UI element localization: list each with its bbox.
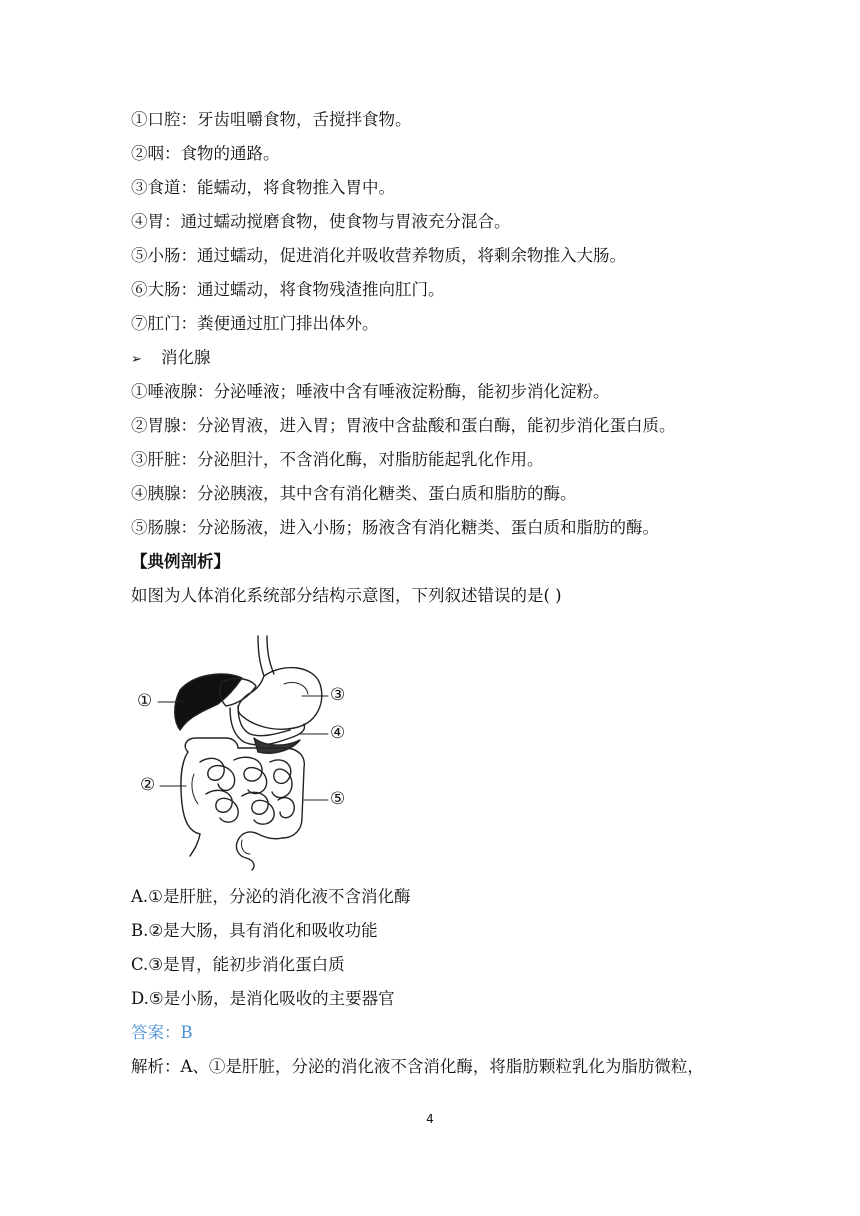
figure-label: ④ (330, 723, 346, 743)
figure-label: ① (137, 691, 153, 711)
glands-heading-text: 消化腺 (161, 348, 211, 367)
organ-line: ①口腔：牙齿咀嚼食物，舌搅拌食物。 (131, 110, 412, 129)
organ-line: ③食道：能蠕动，将食物推入胃中。 (131, 178, 395, 197)
organ-line: ⑥大肠：通过蠕动，将食物残渣推向肛门。 (131, 280, 445, 299)
gland-line: ⑤肠腺：分泌肠液，进入小肠；肠液含有消化糖类、蛋白质和脂肪的酶。 (131, 518, 659, 537)
digestive-system-figure (134, 634, 356, 872)
question-text: 如图为人体消化系统部分结构示意图，下列叙述错误的是( ) (131, 586, 562, 605)
option-c: C.③是胃，能初步消化蛋白质 (131, 955, 345, 974)
organ-line: ④胃：通过蠕动搅磨食物，使食物与胃液充分混合。 (131, 212, 511, 231)
arrow-bullet-icon: ➢ (131, 352, 142, 367)
gland-line: ④胰腺：分泌胰液，其中含有消化糖类、蛋白质和脂肪的酶。 (131, 484, 577, 503)
gland-line: ③肝脏：分泌胆汁，不含消化酶，对脂肪能起乳化作用。 (131, 450, 544, 469)
option-d: D.⑤是小肠，是消化吸收的主要器官 (131, 989, 395, 1008)
figure-label: ⑤ (330, 789, 346, 809)
answer-text: 答案：B (131, 1023, 193, 1042)
organ-line: ⑤小肠：通过蠕动，促进消化并吸收营养物质，将剩余物推入大肠。 (131, 246, 626, 265)
example-heading: 【典例剖析】 (131, 552, 230, 571)
figure-label: ② (140, 775, 156, 795)
option-b: B.②是大肠，具有消化和吸收功能 (131, 921, 378, 940)
figure-label: ③ (330, 685, 346, 705)
organ-line: ⑦肛门：粪便通过肛门排出体外。 (131, 314, 379, 333)
page-number: 4 (426, 1112, 434, 1126)
organ-line: ②咽：食物的通路。 (131, 144, 280, 163)
gland-line: ②胃腺：分泌胃液，进入胃；胃液中含盐酸和蛋白酶，能初步消化蛋白质。 (131, 416, 676, 435)
glands-heading (131, 347, 211, 371)
gland-line: ①唾液腺：分泌唾液；唾液中含有唾液淀粉酶，能初步消化淀粉。 (131, 382, 610, 401)
analysis-text: 解析：A、①是肝脏，分泌的消化液不含消化酶，将脂肪颗粒乳化为脂肪微粒， (131, 1057, 704, 1076)
option-a: A.①是肝脏，分泌的消化液不含消化酶 (131, 887, 411, 906)
